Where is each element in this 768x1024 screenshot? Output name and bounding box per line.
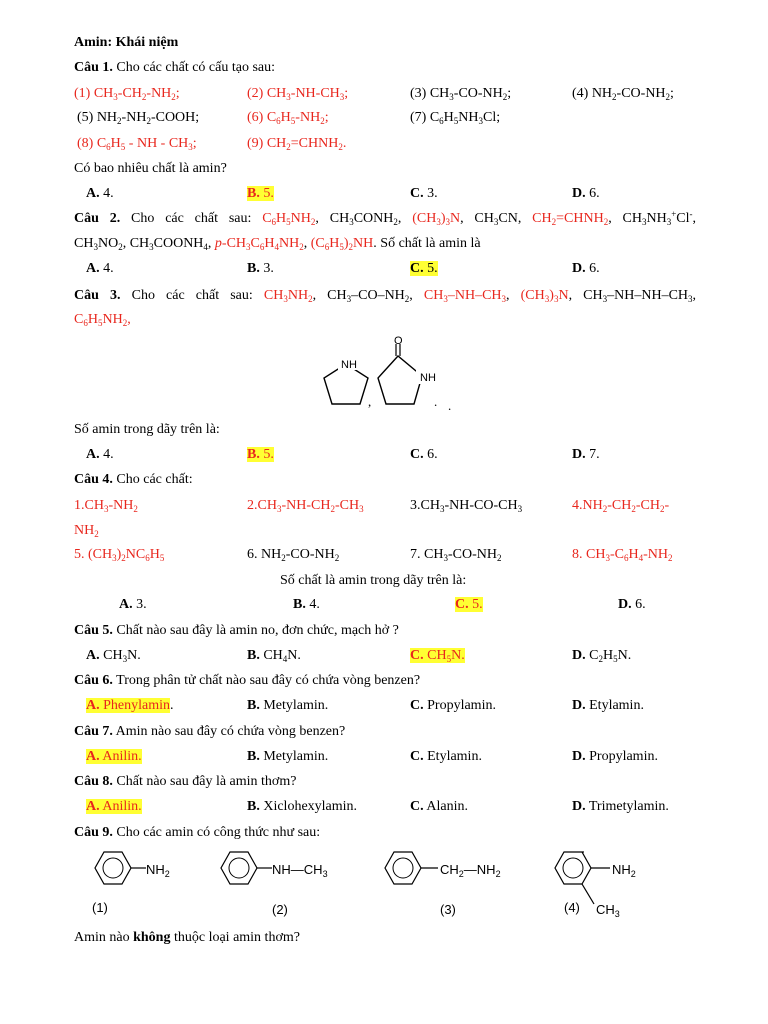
svg-text:.: . [448,398,452,413]
q1-option-b[interactable]: B. 5. [247,186,274,201]
q3-option-a[interactable]: A. 4. [86,447,114,462]
q1-item-8: (8) $C_6H_5$ - NH - $CH_3$; [77,136,197,152]
svg-text:,: , [368,394,372,409]
q2-option-c[interactable]: C. 5. [410,261,438,276]
svg-text:.: . [434,394,438,409]
q3-question: Số amin trong dãy trên là: [74,422,220,437]
q9-s2-number: (2) [272,902,288,917]
q8-option-d[interactable]: D. Trimetylamin. [572,799,669,814]
q9-structure-4 [544,846,644,919]
q4-option-b[interactable]: B. 4. [293,597,320,612]
q6-option-b[interactable]: B. Metylamin. [247,698,329,713]
q3-option-b[interactable]: B. 5. [247,447,274,462]
q4-item-1: $1.CH_3-NH_2$ [74,498,138,514]
q2-line-2: $CH_3NO_2$, $CH_3COONH_4$, $p-CH_3C_6H_4NH_2$, $(C_6H_5)_2NH$. Số chất là amin là [74,236,481,252]
q9-stem: Câu 9. Cho các amin có công thức như sau: [74,825,321,840]
q3-line-1: Câu 3. Cho các chất sau: $CH_3NH_2$, $CH_3-CO-NH_2$, $CH_3-NH-CH_3$, $(CH_3)_3N$, $CH_3-NH-NH-CH_3$, [74,288,697,304]
q9-s4-number: (4) [564,900,580,915]
q4-item-4b: $NH_2$ [74,523,99,539]
q4-item-2: $2.CH_3-NH-CH_2-CH_3$ [247,498,364,514]
q1-option-d[interactable]: D. 6. [572,186,600,201]
q1-item-7: (7) $C_6H_5NH_3Cl$; [410,110,501,126]
page-title: Amin: Khái niệm [74,35,179,50]
q2-option-a[interactable]: A. 4. [86,261,114,276]
q5-option-d[interactable]: D. $C_2H_5N$. [572,648,632,664]
q3-ring2-nh-label: NH [420,372,436,384]
q4-option-a[interactable]: A. 3. [119,597,147,612]
q9-s3-number: (3) [440,902,456,917]
q3-ring-structures [316,334,466,416]
q4-item-3: $3.CH_3-NH-CO-CH_3$ [410,498,523,514]
q4-item-6: 6. $NH_2-CO-NH_2$ [247,547,340,563]
q6-option-a[interactable]: A. Phenylamin. [86,698,174,713]
q1-item-5: (5) $NH_2-NH_2$-COOH; [77,110,200,126]
q6-option-c[interactable]: C. Propylamin. [410,698,496,713]
q6-stem: Câu 6. Trong phân tử chất nào sau đây có chứa vòng benzen? [74,673,421,688]
q4-item-5: 5. $(CH_3)_2NC_6H_5$ [74,547,165,563]
q1-question: Có bao nhiêu chất là amin? [74,161,227,176]
q9-s1-number: (1) [92,900,108,915]
q3-option-c[interactable]: C. 6. [410,447,438,462]
q5-option-a[interactable]: A. $CH_3N$. [86,648,141,664]
q5-stem: Câu 5. Chất nào sau đây là amin no, đơn chức, mạch hở ? [74,623,399,638]
q1-item-3: (3) $CH_3-CO-NH_2$; [410,86,512,102]
q1-item-9: (9) $CH_2=CHNH_2$. [247,136,347,152]
q2-option-d[interactable]: D. 6. [572,261,600,276]
q8-option-b[interactable]: B. Xiclohexylamin. [247,799,358,814]
q9-question: Amin nào không thuộc loại amin thơm? [74,930,300,945]
q5-option-b[interactable]: B. $CH_4N$. [247,648,301,664]
q7-stem: Câu 7. Amin nào sau đây có chứa vòng benzen? [74,724,346,739]
q4-option-c[interactable]: C. 5. [455,597,483,612]
q4-option-d[interactable]: D. 6. [618,597,646,612]
q1-stem: Câu 1. Cho các chất có cấu tạo sau: [74,60,275,75]
q1-item-1: (1) $CH_3-CH_2-NH_2$; [74,86,180,102]
q1-item-6: (6) $C_6H_5-NH_2$; [247,110,329,126]
q4-item-7: 7. $CH_3-CO-NH_2$ [410,547,502,563]
q8-stem: Câu 8. Chất nào sau đây là amin thơm? [74,774,297,789]
q8-option-c[interactable]: C. Alanin. [410,799,468,814]
q7-option-d[interactable]: D. Propylamin. [572,749,658,764]
q3-line-2: $C_6H_5NH_2$, [74,312,131,328]
q1-option-c[interactable]: C. 3. [410,186,438,201]
q5-option-c[interactable]: C. $CH_5N$. [410,648,465,664]
q1-item-2: (2) $CH_3-NH-CH_3$; [247,86,349,102]
q1-option-a[interactable]: A. 4. [86,186,114,201]
q4-stem: Câu 4. Cho các chất: [74,472,193,487]
q2-line-1: Câu 2. Cho các chất sau: $C_6H_5NH_2$, $CH_3CONH_2$, $(CH_3)_3N$, $CH_3CN$, $CH_2=CHNH_2$, $CH_3NH_3^+Cl^-$, [74,209,697,227]
q4-question: Số chất là amin trong dãy trên là: [280,573,467,588]
q3-ring1-nh-label: NH [341,359,357,371]
q4-item-4a: $4.NH_2-CH_2-CH_2-$ [572,498,670,514]
q8-option-a[interactable]: A. Anilin. [86,799,142,814]
q2-option-b[interactable]: B. 3. [247,261,274,276]
q1-item-4: (4) $NH_2-CO-NH_2$; [572,86,674,102]
q9-s3-group: $CH_2—NH_2$ [440,862,501,879]
q4-item-8: 8. $CH_3-C_6H_4-NH_2$ [572,547,673,563]
q3-option-d[interactable]: D. 7. [572,447,600,462]
q9-s4-group: $NH_2$ [612,862,636,879]
q9-s4-subgroup: $CH_3$ [596,902,620,919]
q7-option-a[interactable]: A. Anilin. [86,749,142,764]
q7-option-b[interactable]: B. Metylamin. [247,749,329,764]
q3-oxygen-label: O [394,335,403,347]
q7-option-c[interactable]: C. Etylamin. [410,749,482,764]
q6-option-d[interactable]: D. Etylamin. [572,698,644,713]
q9-s1-group: $NH_2$ [146,862,170,879]
q9-s2-group: $NH—CH_3$ [272,862,328,879]
